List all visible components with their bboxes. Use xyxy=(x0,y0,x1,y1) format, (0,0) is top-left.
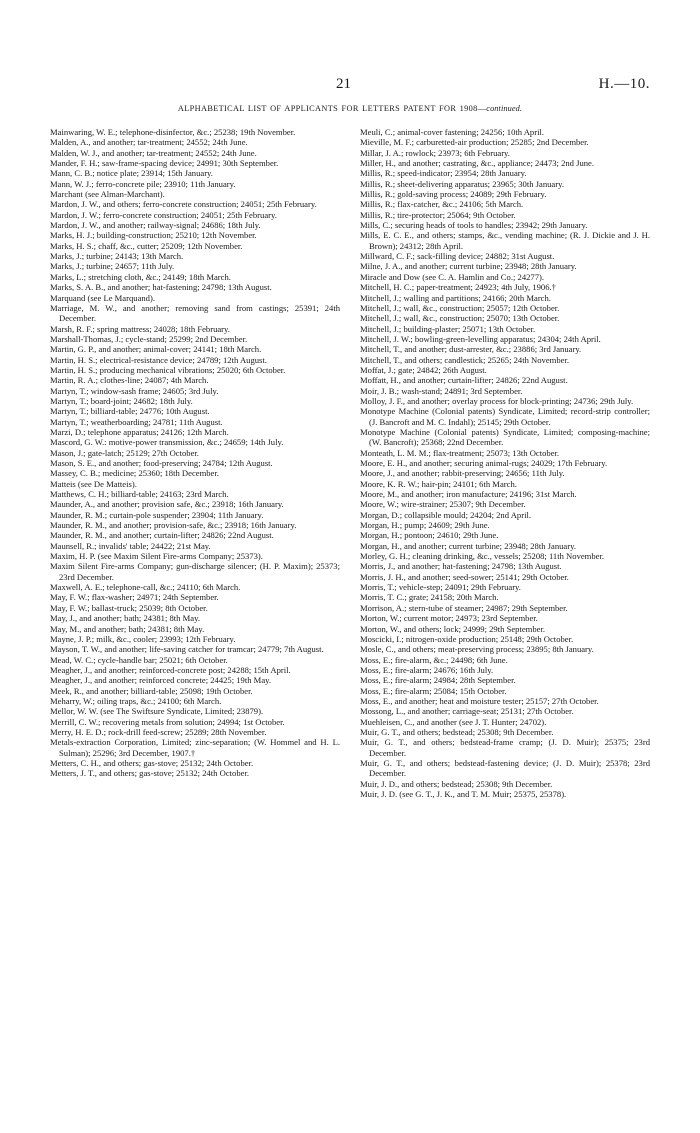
list-entry: Muir, G. T., and others; bedstead-fastening device; (J. D. Muir); 25378; 23rd December. xyxy=(360,757,650,779)
list-entry: Marks, S. A. B., and another; hat-fastening; 24798; 13th August. xyxy=(50,282,272,293)
list-entry: Massey, C. B.; medicine; 25360; 18th December. xyxy=(50,468,219,479)
list-entry: Meagher, J., and another; reinforced-concrete post; 24288; 15th April. xyxy=(50,664,291,675)
list-heading xyxy=(0,104,700,113)
list-entry: Marchant (see Alman-Marchant). xyxy=(50,189,165,200)
list-entry: Merry, H. E. D.; rock-drill feed-screw; 25289; 28th November. xyxy=(50,726,267,737)
list-entry: Molloy, J. F., and another; overlay process for block-printing; 24736; 29th July. xyxy=(360,395,634,406)
list-entry: Metals-extraction Corporation, Limited; zinc-separation; (W. Hommel and H. L. Sulman); 25296; 3rd December, 1907.† xyxy=(50,737,340,758)
list-entry: Mead, W. C.; cycle-handle bar; 25021; 6th October. xyxy=(50,654,228,665)
page-number: 21 xyxy=(336,76,351,92)
list-entry: Moore, W.; wire-strainer; 25307; 9th December. xyxy=(360,499,526,510)
list-entry: Marks, H. J.; building-construction; 25210; 12th November. xyxy=(50,230,257,241)
list-entry: Moss, E.; fire-alarm; 24984; 28th September. xyxy=(360,675,516,686)
list-entry: Maxwell, A. E.; telephone-call, &c.; 24110; 6th March. xyxy=(50,582,241,593)
list-entry: Morris, J. H., and another; seed-sower; 25141; 29th October. xyxy=(360,571,569,582)
list-entry: Martyn, T.; billiard-table; 24776; 10th August. xyxy=(50,406,210,417)
list-entry: Muir, J. D., and others; bedstead; 25308; 9th December. xyxy=(360,778,553,789)
list-entry: Malden, A., and another; tar-treatment; 24552; 24th June. xyxy=(50,137,248,148)
list-entry: Martin, R. A.; clothes-line; 24087; 4th March. xyxy=(50,375,209,386)
list-entry: Meek, R., and another; billiard-table; 25098; 19th October. xyxy=(50,685,253,696)
list-heading-title: ALPHABETICAL LIST OF APPLICANTS FOR LETTERS PATENT FOR 1908— xyxy=(177,104,487,113)
list-entry: Mason, S. E., and another; food-preserving; 24784; 12th August. xyxy=(50,458,273,468)
list-entry: Muir, J. D. (see G. T., J. K., and T. M. Muir; 25375, 25378). xyxy=(360,789,567,799)
list-entry: Monteath, L. M. M.; flax-treatment; 25073; 13th October. xyxy=(360,447,560,458)
list-entry: Moss, E.; fire-alarm, &c.; 24498; 6th June. xyxy=(360,654,508,665)
list-entry: Morton, W., and others; lock; 24999; 29th September. xyxy=(360,623,545,634)
list-entry: Marquand (see Le Marquand). xyxy=(50,292,155,303)
list-entry: Morley, G. H.; cleaning drinking, &c., vessels; 25208; 11th November. xyxy=(360,551,605,562)
list-entry: Maunder, R. M., and another; curtain-lifter; 24826; 22nd August. xyxy=(50,530,274,541)
list-entry: Marriage, M. W., and another; removing sand from castings; 25391; 24th December. xyxy=(50,302,340,324)
list-entry: Mardon, J. W., and others; ferro-concrete construction; 24051; 25th February. xyxy=(50,199,317,210)
list-entry: Moore, J., and another; rabbit-preserving; 24656; 11th July. xyxy=(360,468,565,479)
report-reference: H.—10. xyxy=(598,76,650,92)
list-entry: Monotype Machine (Colonial patents) Syndicate, Limited; record-strip controller; (J. Bancroft and M. C. Indahl); 25145; 29th October. xyxy=(360,406,650,427)
list-entry: Maunder, A., and another; provision safe, &c.; 23918; 16th January. xyxy=(50,499,284,510)
list-entry: Moore, E. H., and another; securing animal-rugs; 24029; 17th February. xyxy=(360,458,608,468)
list-entry: Millis, R.; sheet-delivering apparatus; 23965; 30th January. xyxy=(360,178,564,189)
list-entry: Moffatt, H., and another; curtain-lifter; 24826; 22nd August. xyxy=(360,375,568,386)
list-entry: Maxim Silent Fire-arms Company; gun-discharge silencer; (H. P. Maxim); 25373; 23rd December. xyxy=(50,561,340,582)
list-entry: Maunder, R. M.; curtain-pole suspender; 23904; 11th January. xyxy=(50,509,264,520)
list-entry: Mander, F. H.; saw-frame-spacing device; 24991; 30th September. xyxy=(50,158,279,169)
list-entry: Maxim, H. P. (see Maxim Silent Fire-arms Company; 25373). xyxy=(50,551,263,562)
right-column xyxy=(360,127,650,799)
list-entry: Marshall-Thomas, J.; cycle-stand; 25299; 2nd December. xyxy=(50,333,248,344)
list-heading-continued: continued. xyxy=(486,104,523,113)
list-entry: Meuli, C.; animal-cover fastening; 24256; 10th April. xyxy=(360,127,545,137)
list-entry: Moss, E.; fire-alarm; 25084; 15th October. xyxy=(360,685,507,696)
list-entry: Mitchell, J.; walling and partitions; 24166; 20th March. xyxy=(360,292,551,303)
list-entry: Moir, J. B.; wash-stand; 24891; 3rd September. xyxy=(360,385,523,396)
list-entry: Maunsell, R.; invalids' table; 24422; 21st May. xyxy=(50,540,211,551)
list-entry: Millar, J. A.; rowlock; 23973; 6th February. xyxy=(360,147,510,158)
list-entry: Marks, J.; turbine; 24657; 11th July. xyxy=(50,261,175,272)
list-entry: Miller, H., and another; castrating, &c., appliance; 24473; 2nd June. xyxy=(360,158,595,169)
list-entry: Mason, J.; gate-latch; 25129; 27th October. xyxy=(50,447,199,458)
list-entry: Morgan, H.; pontoon; 24610; 29th June. xyxy=(360,530,499,541)
list-entry: Mayson, T. W., and another; life-saving catcher for tramcar; 24779; 7th August. xyxy=(50,644,324,655)
list-entry: Malden, W. J., and another; tar-treatment; 24552; 24th June. xyxy=(50,147,257,158)
list-entry: Matteis (see De Matteis). xyxy=(50,478,137,489)
list-entry: Marks, H. S.; chaff, &c., cutter; 25209; 12th November. xyxy=(50,240,243,251)
list-entry: May, M., and another; bath; 24381; 8th May. xyxy=(50,623,205,634)
list-entry: Miracle and Dow (see C. A. Hamlin and Co.; 24277). xyxy=(360,271,545,282)
list-entry: Mills, C.; securing heads of tools to handles; 23942; 29th January. xyxy=(360,220,588,231)
list-entry: Mainwaring, W. E.; telephone-disinfector, &c.; 25238; 19th November. xyxy=(50,127,296,137)
list-entry: Morris, T.; vehicle-step; 24091; 29th February. xyxy=(360,582,521,593)
left-column xyxy=(50,127,340,779)
list-entry: Metters, J. T., and others; gas-stove; 25132; 24th October. xyxy=(50,768,249,779)
list-entry: Mann, W. J.; ferro-concrete pile; 23910; 11th January. xyxy=(50,178,236,189)
list-entry: Marsh, R. F.; spring mattress; 24028; 18th February. xyxy=(50,323,230,334)
list-entry: Mascord, G. W.: motive-power transmission, &c.; 24659; 14th July. xyxy=(50,437,284,448)
list-entry: Mayne, J. P.; milk, &c., cooler; 23993; 12th February. xyxy=(50,633,236,644)
list-entry: Moore, K. R. W.; hair-pin; 24101; 6th March. xyxy=(360,478,517,489)
list-entry: Morgan, D.; collapsible mould; 24204; 2nd April. xyxy=(360,509,531,520)
list-entry: Moscicki, I.; nitrogen-oxide production; 25148; 29th October. xyxy=(360,633,574,644)
list-entry: Maunder, R. M., and another; provision-safe, &c.; 23918; 16th January. xyxy=(50,520,297,531)
list-entry: Meharry, W.; oiling traps, &c.; 24100; 6th March. xyxy=(50,695,222,706)
list-entry: Muehleisen, C., and another (see J. T. Hunter; 24702). xyxy=(360,716,547,727)
list-entry: Mitchell, J.; wall, &c., construction; 25070; 13th October. xyxy=(360,313,560,324)
list-entry: Mills, E. C. E., and others; stamps, &c., vending machine; (R. J. Dickie and J. H. Brown); 24312; 28th April. xyxy=(360,230,650,251)
list-entry: Merrill, C. W.; recovering metals from solution; 24994; 1st October. xyxy=(50,716,285,727)
list-entry: Mitchell, T., and another; dust-arrester, &c.; 23886; 3rd January. xyxy=(360,344,582,355)
list-entry: Mardon, J. W., and another; railway-signal; 24686; 18th July. xyxy=(50,220,261,231)
list-entry: Metters, C. H., and others; gas-stove; 25132; 24th October. xyxy=(50,757,254,768)
list-entry: Muir, G. T., and others; bedstead; 25308; 9th December. xyxy=(360,726,554,737)
list-entry: Millis, R.; speed-indicator; 23954; 28th January. xyxy=(360,168,527,179)
list-entry: Mann, C. B.; notice plate; 23914; 15th January. xyxy=(50,168,213,179)
list-entry: Mitchell, T., and others; candlestick; 25265; 24th November. xyxy=(360,354,569,365)
list-entry: Millward, C. F.; sack-filling device; 24882; 31st August. xyxy=(360,251,555,262)
list-entry: Mossong, L., and another; carriage-seat; 25131; 27th October. xyxy=(360,706,574,717)
list-entry: Morris, J., and another; hat-fastening; 24798; 13th August. xyxy=(360,561,562,572)
list-entry: Muir, G. T., and others; bedstead-frame cramp; (J. D. Muir); 25375; 23rd December. xyxy=(360,737,650,758)
list-entry: Moffat, J.; gate; 24842; 26th August. xyxy=(360,364,487,375)
list-entry: May, J., and another; bath; 24381; 8th May. xyxy=(50,613,200,624)
list-entry: Martin, H. S.; electrical-resistance device; 24789; 12th August. xyxy=(50,354,267,365)
list-entry: Millis, R.; flax-catcher, &c.; 24106; 5th March. xyxy=(360,199,524,210)
list-entry: Martyn, T.; weatherboarding; 24781; 11th August. xyxy=(50,416,223,427)
list-entry: Millis, R.; tire-protector; 25064; 9th October. xyxy=(360,209,516,220)
list-entry: Matthews, C. H.; billiard-table; 24163; 23rd March. xyxy=(50,489,229,500)
list-entry: Mellor, W. W. (see The Swiftsure Syndicate, Limited; 23879). xyxy=(50,706,264,717)
list-entry: Mitchell, J.; building-plaster; 25071; 13th October. xyxy=(360,323,536,334)
list-entry: Meagher, J., and another; reinforced concrete; 24425; 19th May. xyxy=(50,675,272,686)
list-entry: Martin, H. S.; producing mechanical vibrations; 25020; 6th October. xyxy=(50,364,286,375)
list-entry: Mardon, J. W.; ferro-concrete construction; 24051; 25th February. xyxy=(50,209,277,220)
list-entry: Morrison, A.; stern-tube of steamer; 24987; 29th September. xyxy=(360,602,568,613)
list-entry: Morton, W.; current motor; 24973; 23rd September. xyxy=(360,613,538,624)
list-entry: Mosle, C., and others; meat-preserving process; 23895; 8th January. xyxy=(360,644,594,655)
list-entry: Marzi, D.; telephone apparatus; 24126; 12th March. xyxy=(50,426,229,437)
list-entry: Morgan, H.; pump; 24609; 29th June. xyxy=(360,520,490,531)
list-entry: Martyn, T.; window-sash frame; 24605; 3rd July. xyxy=(50,385,219,396)
list-entry: Morgan, H., and another; current turbine; 23948; 28th January. xyxy=(360,540,576,551)
list-entry: Moss, E., and another; heat and moisture tester; 25157; 27th October. xyxy=(360,695,599,706)
list-entry: Mitchell, H. C.; paper-treatment; 24923; 4th July, 1906.† xyxy=(360,282,556,293)
list-entry: Martin, G. P., and another; animal-cover; 24141; 18th March. xyxy=(50,344,262,355)
list-entry: Marks, J.; turbine; 24143; 13th March. xyxy=(50,251,184,262)
list-entry: Millis, R.; gold-saving process; 24089; 29th February. xyxy=(360,189,547,200)
list-entry: Monotype Machine (Colonial patents) Syndicate, Limited; composing-machine; (W. Bancroft); 25368; 22nd December. xyxy=(360,426,650,448)
list-entry: May, F. W.; flax-washer; 24971; 24th September. xyxy=(50,592,219,603)
list-entry: Milne, J. A., and another; current turbine; 23948; 28th January. xyxy=(360,261,577,272)
list-entry: Marks, L.; stretching cloth, &c.; 24149; 18th March. xyxy=(50,271,231,282)
list-entry: Mitchell, J. W.; bowling-green-levelling apparatus; 24304; 24th April. xyxy=(360,333,601,344)
list-entry: May, F. W.; ballast-truck; 25039; 8th October. xyxy=(50,602,208,613)
list-entry: Morris, T. C.; grate; 24158; 20th March. xyxy=(360,592,499,603)
list-entry: Moss, E.; fire-alarm; 24676; 16th July. xyxy=(360,664,494,675)
list-entry: Martyn, T.; board-joint; 24682; 18th July. xyxy=(50,395,193,406)
list-entry: Mitchell, J.; wall, &c., construction; 25057; 12th October. xyxy=(360,302,560,313)
list-entry: Moore, M., and another; iron manufacture; 24196; 31st March. xyxy=(360,489,577,500)
list-entry: Mieville, M. F.; carburetted-air production; 25285; 2nd December. xyxy=(360,137,589,148)
